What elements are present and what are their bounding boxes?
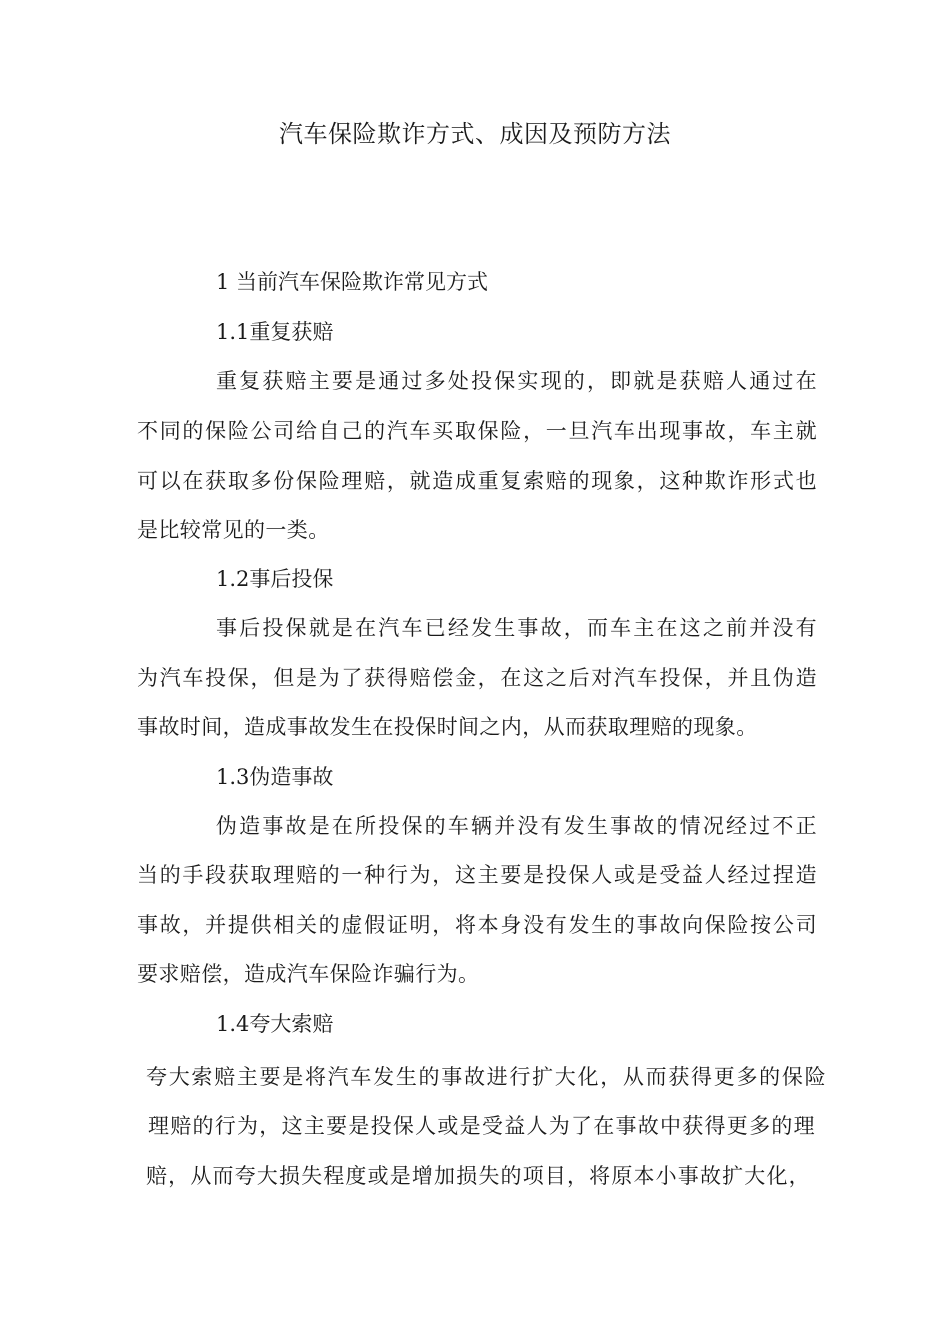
paragraph-line: 事后投保就是在汽车已经发生事故，而车主在这之前并没有	[216, 616, 817, 640]
paragraph-line: 重复获赔主要是通过多处投保实现的，即就是获赔人通过在	[216, 369, 817, 393]
paragraph-line: 事故，并提供相关的虚假证明，将本身没有发生的事故向保险按公司	[137, 913, 817, 937]
subsection-heading-1-2: 1.2事后投保	[216, 567, 334, 591]
paragraph-line: 当的手段获取理赔的一种行为，这主要是投保人或是受益人经过捏造	[137, 863, 817, 887]
paragraph-line: 事故时间，造成事故发生在投保时间之内，从而获取理赔的现象。	[137, 715, 758, 739]
document-title: 汽车保险欺诈方式、成因及预防方法	[279, 120, 671, 148]
paragraph-line: 不同的保险公司给自己的汽车买取保险，一旦汽车出现事故，车主就	[137, 419, 817, 443]
subsection-heading-1-4: 1.4夸大索赔	[216, 1012, 334, 1036]
section-heading-1: 1 当前汽车保险欺诈常见方式	[216, 270, 489, 294]
paragraph-line: 是比较常见的一类。	[137, 518, 330, 542]
paragraph-line: 伪造事故是在所投保的车辆并没有发生事故的情况经过不正	[216, 814, 817, 838]
paragraph-line: 理赔的行为，这主要是投保人或是受益人为了在事故中获得更多的理	[148, 1114, 815, 1138]
paragraph-line: 要求赔偿，造成汽车保险诈骗行为。	[137, 962, 480, 986]
subsection-heading-1-3: 1.3伪造事故	[216, 765, 334, 789]
paragraph-line: 可以在获取多份保险理赔，就造成重复索赔的现象，这种欺诈形式也	[137, 469, 817, 493]
paragraph-line: 赔，从而夸大损失程度或是增加损失的项目，将原本小事故扩大化，	[146, 1164, 810, 1188]
paragraph-line: 为汽车投保，但是为了获得赔偿金，在这之后对汽车投保，并且伪造	[137, 666, 817, 690]
subsection-heading-1-1: 1.1重复获赔	[216, 320, 334, 344]
paragraph-line: 夸大索赔主要是将汽车发生的事故进行扩大化，从而获得更多的保险	[146, 1065, 826, 1089]
